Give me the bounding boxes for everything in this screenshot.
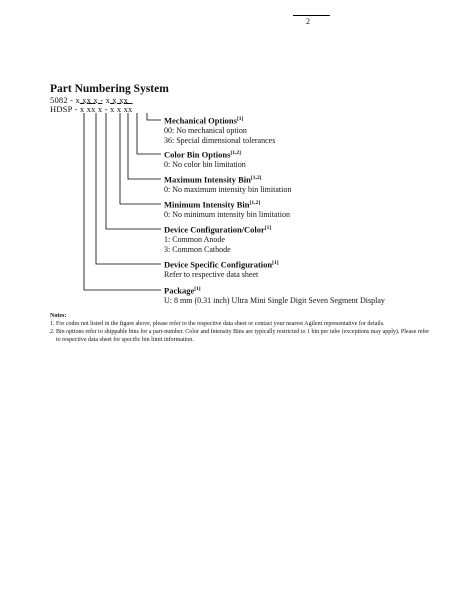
option-ref: [1,2] bbox=[250, 175, 262, 181]
option-line: 00: No mechanical option bbox=[164, 126, 247, 136]
option-title: Color Bin Options bbox=[164, 149, 231, 160]
page-number: 2 bbox=[306, 17, 310, 26]
option-ref: [1,2] bbox=[230, 150, 241, 156]
option-ref: [1] bbox=[236, 116, 244, 122]
part-number-seg: x bbox=[93, 95, 98, 105]
option-line: 0: No minimum intensity bin limitation bbox=[164, 210, 290, 220]
part-number-seg: x bbox=[112, 95, 117, 105]
option-title: Mechanical Options bbox=[164, 115, 237, 126]
option-title: Device Configuration/Color bbox=[164, 224, 265, 235]
option-ref: [1] bbox=[272, 260, 279, 266]
option-ref: [1] bbox=[264, 225, 272, 231]
part-number-seg: xx bbox=[82, 95, 92, 105]
option-title: Minimum Intensity Bin bbox=[164, 199, 250, 210]
part-number-seg: x bbox=[75, 95, 80, 105]
option-device-configuration bbox=[164, 224, 271, 254]
tree-line-mechanical bbox=[147, 113, 161, 120]
part-number-prefix: 5082 - bbox=[50, 95, 76, 105]
option-line: 3: Common Cathode bbox=[164, 244, 231, 254]
option-line: 0: No maximum intensity bin limitation bbox=[164, 185, 292, 195]
option-ref: [1] bbox=[194, 286, 201, 292]
notes-title: Notes: bbox=[50, 313, 67, 319]
option-max-intensity-bin bbox=[164, 174, 291, 195]
tree-line-min-intensity bbox=[120, 113, 161, 204]
section-title: Part Numbering System bbox=[50, 83, 169, 95]
tree-line-color-bin bbox=[137, 113, 161, 154]
option-min-intensity-bin bbox=[164, 199, 290, 220]
option-title: Package bbox=[164, 285, 195, 296]
part-number-seg: x bbox=[105, 95, 111, 105]
option-title: Maximum Intensity Bin bbox=[164, 174, 251, 185]
notes bbox=[50, 312, 430, 344]
note-2: 2. Bin options refer to shippable bins for a part-number. Color and Intensity Bins are typically restricted to 1 bin per tube (exceptions may apply). Please refer to respective data sheet for specific bin limit information. bbox=[50, 329, 430, 343]
tree-line-package bbox=[84, 113, 161, 290]
tree-line-device-config bbox=[106, 113, 161, 229]
option-device-specific bbox=[164, 259, 279, 280]
option-line: 1: Common Anode bbox=[164, 235, 225, 245]
part-number-seg: $\overline{x}$ bbox=[79, 104, 85, 114]
part-number-seg: $\overline{x}$ bbox=[97, 104, 103, 114]
note-1: 1. For codes not listed in the figure above, please refer to the respective data sheet or contact your nearest Agilent representative for details. bbox=[50, 321, 385, 327]
option-package bbox=[164, 285, 385, 306]
option-line: Refer to respective data sheet bbox=[164, 270, 259, 280]
part-number-seg: $\overline{x}$ bbox=[116, 104, 122, 114]
option-title: Device Specific Configuration bbox=[164, 259, 273, 270]
option-line: 0: No color bin limitation bbox=[164, 160, 246, 170]
option-line: 36: Special dimensional tolerances bbox=[164, 135, 276, 145]
part-number-seg: xx bbox=[119, 95, 129, 105]
tree-line-max-intensity bbox=[128, 113, 161, 179]
option-ref: [1,2] bbox=[249, 200, 261, 206]
part-number-line-hdsp: HDSP - $\overline{x}$ $\overline{xx}$ $\overline{x} - \overline{x}$ $\overline{x}$ $\overline{xx}$ bbox=[50, 104, 133, 114]
part-number-seg: $\overline{xx}$ bbox=[123, 104, 133, 114]
option-line: U: 8 mm (0.31 inch) Ultra Mini Single Digit Seven Segment Display bbox=[164, 296, 385, 306]
part-number-line-5082: 5082 - x xx x - x x xx bbox=[50, 95, 129, 105]
option-color-bin bbox=[164, 149, 246, 170]
part-number-seg: $\overline{xx}$ bbox=[86, 104, 96, 114]
option-mechanical bbox=[164, 115, 275, 145]
part-number-seg: $\overline{x}$ bbox=[110, 104, 115, 114]
part-number-prefix: HDSP - bbox=[50, 104, 80, 114]
